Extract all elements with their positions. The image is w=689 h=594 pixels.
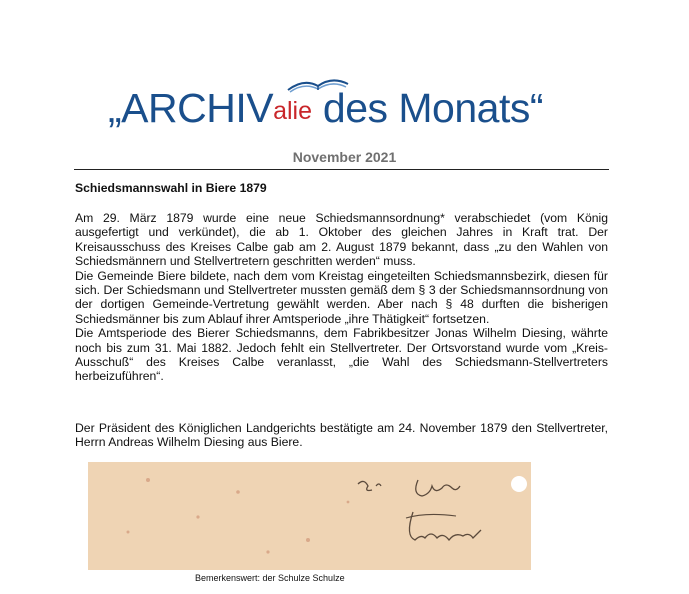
- logo-des-monats: des Monats“: [322, 85, 544, 131]
- archivalie-logo: [108, 72, 608, 142]
- punch-hole: [511, 476, 527, 492]
- article-body-closing: [75, 421, 608, 450]
- article-title: Schiedsmannswahl in Biere 1879: [75, 181, 267, 195]
- logo-archiv: „ARCHIV: [108, 85, 274, 131]
- paragraph: Der Präsident des Königlichen Landgerichts bestätigte am 24. November 1879 den Stellvertreter, Herrn Andreas Wilhelm Diesing aus Biere.: [75, 421, 608, 450]
- handwritten-document-image: [88, 462, 531, 570]
- paragraph: Am 29. März 1879 wurde eine neue Schiedsmannsordnung* verabschiedet (vom König ausgefertigt und verkündet), die ab 1. Oktober des gleichen Jahres in Kraft trat. Der Kreisausschuss des Kreises Calbe gab am 2. August 1879 bekannt, dass „zu den Wahlen von Schiedsmännern und Stellvertretern geschritten werden“ muss.: [75, 211, 608, 269]
- figure-caption: Bemerkenswert: der Schulze Schulze: [195, 573, 345, 583]
- logo-alie: alie: [273, 97, 312, 125]
- issue-date: November 2021: [292, 149, 397, 165]
- article-body: [75, 211, 608, 384]
- header-divider: [74, 169, 609, 170]
- paragraph: Die Amtsperiode des Bierer Schiedsmanns, dem Fabrikbesitzer Jonas Wilhelm Diesing, währte noch bis zum 31. Mai 1882. Jedoch fehlt ein Stellvertreter. Der Ortsvorstand wurde vom „Kreis-Ausschuß“ des Kreises Calbe veranlasst, „die Wahl des Schiedsmann-Stellvertreters herbeizuführen“.: [75, 326, 608, 384]
- paragraph: Die Gemeinde Biere bildete, nach dem vom Kreistag eingeteilten Schiedsmannsbezirk, diesen für sich. Der Schiedsmann und Stellvertreter mussten gemäß dem § 3 der Schiedsmannsordnung von der dortigen Gemeinde-Vertretung gewählt werden. Aber nach § 48 durften die bisherigen Schiedsmänner bis zum Ablauf ihrer Amtsperiode „ihre Thätigkeit“ fortsetzen.: [75, 268, 608, 326]
- handwriting-signature: [88, 462, 531, 570]
